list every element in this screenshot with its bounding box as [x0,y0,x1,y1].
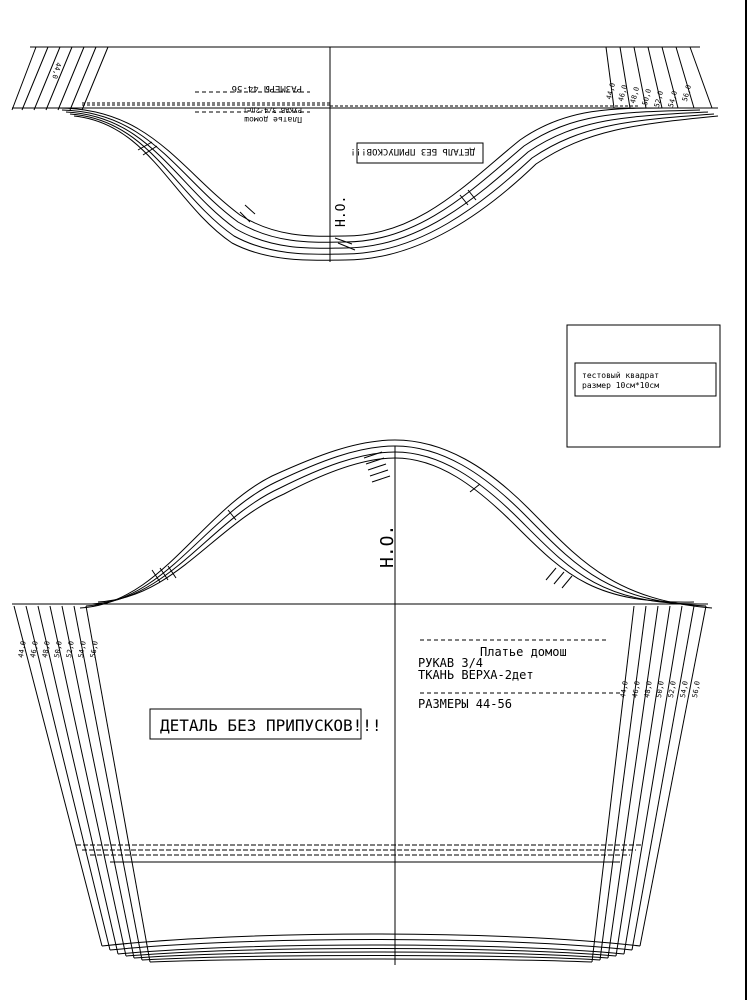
upper-label-sizes: РАЗМЕРЫ 44-56 [231,83,302,93]
upper-measure-56: 56,0 [680,83,694,103]
test-square-line1: тестовый квадрат [582,371,660,380]
upper-measure-52: 52,0 [652,89,666,109]
lower-right-measure-56: 56,0 [690,680,702,699]
lower-left-measure-44: 44,0 [16,640,28,659]
test-square-line2: размер 10см*10см [582,381,660,390]
upper-measure-left: 44,0 [50,61,63,80]
lower-warning: ДЕТАЛЬ БЕЗ ПРИПУСКОВ!!! [160,716,382,735]
upper-right-measures [50,61,693,108]
lower-grain-mark: Н.О. [377,524,398,568]
lower-right-measure-46: 46,0 [630,680,642,699]
upper-grain-mark: Н.О. [334,195,349,227]
page-right-border [745,0,747,1000]
lower-right-measure-52: 52,0 [666,680,678,699]
lower-sleeve-pattern [12,440,712,965]
upper-measure-44: 44,0 [604,81,618,101]
lower-right-measure-44: 44,0 [618,680,630,699]
upper-measure-50: 50,0 [640,87,654,107]
upper-label-garment: Платье домош [244,115,302,124]
upper-measure-46: 46,0 [616,83,630,103]
lower-left-measure-54: 54,0 [76,640,88,659]
lower-label-garment: Платье домош [480,645,567,659]
lower-left-measure-48: 48,0 [40,640,52,659]
upper-warning: ДЕТАЛЬ БЕЗ ПРИПУСКОВ!!! [350,146,475,156]
lower-left-measure-52: 52,0 [64,640,76,659]
upper-label-part: РУКАВ 3/4-2дет [242,106,302,114]
upper-measure-48: 48,0 [628,85,642,105]
lower-label-part: РУКАВ 3/4 [418,656,484,670]
lower-right-measure-50: 50,0 [654,680,666,699]
lower-right-measure-48: 48,0 [642,680,654,699]
lower-left-measures [17,640,100,658]
lower-label-fabric: ТКАНЬ ВЕРХА-2дет [418,668,534,682]
lower-left-measure-56: 56,0 [88,640,100,659]
upper-measure-54: 54,0 [666,89,680,109]
lower-left-measure-46: 46,0 [28,640,40,659]
lower-right-measure-54: 54,0 [678,680,690,699]
lower-label-sizes: РАЗМЕРЫ 44-56 [418,697,512,711]
lower-left-measure-50: 50,0 [52,640,64,659]
